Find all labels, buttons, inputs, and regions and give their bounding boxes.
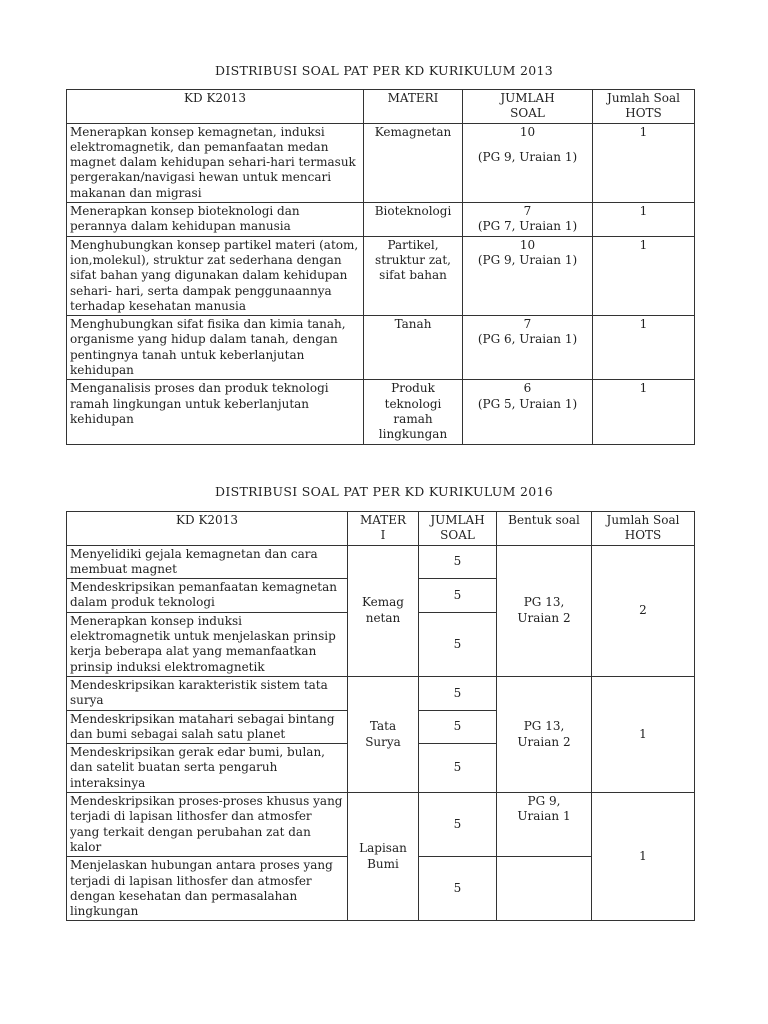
table-row bbox=[67, 236, 695, 315]
jumlah-detail: (PG 6, Uraian 1) bbox=[477, 332, 578, 347]
header-jumlah-soal: JUMLAH SOAL bbox=[463, 90, 593, 124]
jumlah-detail: (PG 7, Uraian 1) bbox=[477, 219, 578, 234]
hots-cell: 2 bbox=[592, 545, 695, 676]
soal-cell: 5 bbox=[419, 793, 497, 857]
header-kd: KD K2013 bbox=[67, 90, 364, 124]
kd-cell: Menyelidiki gejala kemagnetan dan cara membuat magnet bbox=[67, 545, 348, 579]
table-row bbox=[67, 203, 695, 237]
bentuk-soal-cell: PG 9, Uraian 1 bbox=[497, 793, 592, 857]
jumlah-cell bbox=[463, 236, 593, 315]
kd-cell: Menghubungkan sifat fisika dan kimia tanah, organisme yang hidup dalam tanah, dengan pentingnya tanah untuk keberlanjutan kehidupan bbox=[67, 316, 364, 380]
hots-cell: 1 bbox=[593, 236, 695, 315]
materi-cell: Partikel, struktur zat, sifat bahan bbox=[364, 236, 463, 315]
header-jumlah-soal: JUMLAH SOAL bbox=[419, 512, 497, 546]
kd-cell: Menganalisis proses dan produk teknologi ramah lingkungan untuk keberlanjutan kehidupan bbox=[67, 380, 364, 444]
soal-cell: 5 bbox=[419, 676, 497, 710]
bentuk-soal-empty-cell bbox=[497, 857, 592, 921]
kd-cell: Menerapkan konsep bioteknologi dan perannya dalam kehidupan manusia bbox=[67, 203, 364, 237]
hots-cell: 1 bbox=[593, 380, 695, 444]
jumlah-cell bbox=[463, 380, 593, 444]
bentuk-soal-cell: PG 13, Uraian 2 bbox=[497, 676, 592, 792]
soal-cell: 5 bbox=[419, 857, 497, 921]
soal-cell: 5 bbox=[419, 545, 497, 579]
table-row bbox=[67, 380, 695, 444]
jumlah-value: 10 bbox=[519, 237, 536, 252]
jumlah-value: 10 bbox=[519, 124, 536, 139]
materi-cell: Kemag netan bbox=[348, 545, 419, 676]
soal-cell: 5 bbox=[419, 710, 497, 744]
materi-cell: Kemagnetan bbox=[364, 123, 463, 202]
jumlah-detail: (PG 9, Uraian 1) bbox=[477, 149, 578, 164]
kd-cell: Mendeskripsikan matahari sebagai bintang dan bumi sebagai salah satu planet bbox=[67, 710, 348, 744]
table-row bbox=[67, 123, 695, 202]
header-materi: MATERI bbox=[364, 90, 463, 124]
table2-title: DISTRIBUSI SOAL PAT PER KD KURIKULUM 2016 bbox=[215, 484, 553, 499]
materi-cell: Tanah bbox=[364, 316, 463, 380]
materi-cell: Bioteknologi bbox=[364, 203, 463, 237]
hots-cell: 1 bbox=[592, 793, 695, 921]
jumlah-value: 7 bbox=[523, 317, 532, 332]
soal-cell: 5 bbox=[419, 744, 497, 793]
kd-2013-table bbox=[66, 89, 695, 445]
header-kd: KD K2013 bbox=[67, 512, 348, 546]
jumlah-cell bbox=[463, 123, 593, 202]
table-row bbox=[67, 676, 695, 710]
materi-cell: Lapisan Bumi bbox=[348, 793, 419, 921]
materi-cell: Tata Surya bbox=[348, 676, 419, 792]
soal-cell: 5 bbox=[419, 612, 497, 676]
jumlah-cell bbox=[463, 316, 593, 380]
hots-cell: 1 bbox=[593, 203, 695, 237]
table-row bbox=[67, 545, 695, 579]
soal-cell: 5 bbox=[419, 579, 497, 613]
header-materi: MATER I bbox=[348, 512, 419, 546]
hots-cell: 1 bbox=[592, 676, 695, 792]
header-hots: Jumlah Soal HOTS bbox=[593, 90, 695, 124]
table1-title: DISTRIBUSI SOAL PAT PER KD KURIKULUM 2013 bbox=[215, 63, 553, 78]
jumlah-value: 6 bbox=[523, 381, 532, 396]
jumlah-value: 7 bbox=[523, 204, 532, 219]
hots-cell: 1 bbox=[593, 316, 695, 380]
header-hots: Jumlah Soal HOTS bbox=[592, 512, 695, 546]
kd-cell: Menghubungkan konsep partikel materi (atom, ion,molekul), struktur zat sederhana dengan sifat bahan yang digunakan dalam kehidupan sehari- hari, serta dampak penggunaannya terhadap kesehatan manusia bbox=[67, 236, 364, 315]
kd-cell: Mendeskripsikan proses-proses khusus yang terjadi di lapisan lithosfer dan atmosfer yang terkait dengan perubahan zat dan kalor bbox=[67, 793, 348, 857]
bentuk-soal-cell: PG 13, Uraian 2 bbox=[497, 545, 592, 676]
jumlah-cell bbox=[463, 203, 593, 237]
hots-cell: 1 bbox=[593, 123, 695, 202]
kd-cell: Mendeskripsikan karakteristik sistem tata surya bbox=[67, 676, 348, 710]
kd-2016-table bbox=[66, 511, 695, 921]
table-row bbox=[67, 793, 695, 857]
kd-cell: Mendeskripsikan gerak edar bumi, bulan, dan satelit buatan serta pengaruh interaksinya bbox=[67, 744, 348, 793]
jumlah-detail: (PG 9, Uraian 1) bbox=[477, 252, 578, 267]
materi-cell: Produk teknologi ramah lingkungan bbox=[364, 380, 463, 444]
kd-cell: Menerapkan konsep induksi elektromagnetik untuk menjelaskan prinsip kerja beberapa alat yang memanfaatkan prinsip induksi elektromagnetik bbox=[67, 612, 348, 676]
header-bentuk-soal: Bentuk soal bbox=[497, 512, 592, 546]
table-row bbox=[67, 316, 695, 380]
kd-cell: Mendeskripsikan pemanfaatan kemagnetan dalam produk teknologi bbox=[67, 579, 348, 613]
kd-cell: Menjelaskan hubungan antara proses yang terjadi di lapisan lithosfer dan atmosfer dengan kesehatan dan permasalahan lingkungan bbox=[67, 857, 348, 921]
jumlah-detail: (PG 5, Uraian 1) bbox=[477, 396, 578, 411]
kd-cell: Menerapkan konsep kemagnetan, induksi elektromagnetik, dan pemanfaatan medan magnet dalam kehidupan sehari-hari termasuk pergerakan/navigasi hewan untuk mencari makanan dan migrasi bbox=[67, 123, 364, 202]
